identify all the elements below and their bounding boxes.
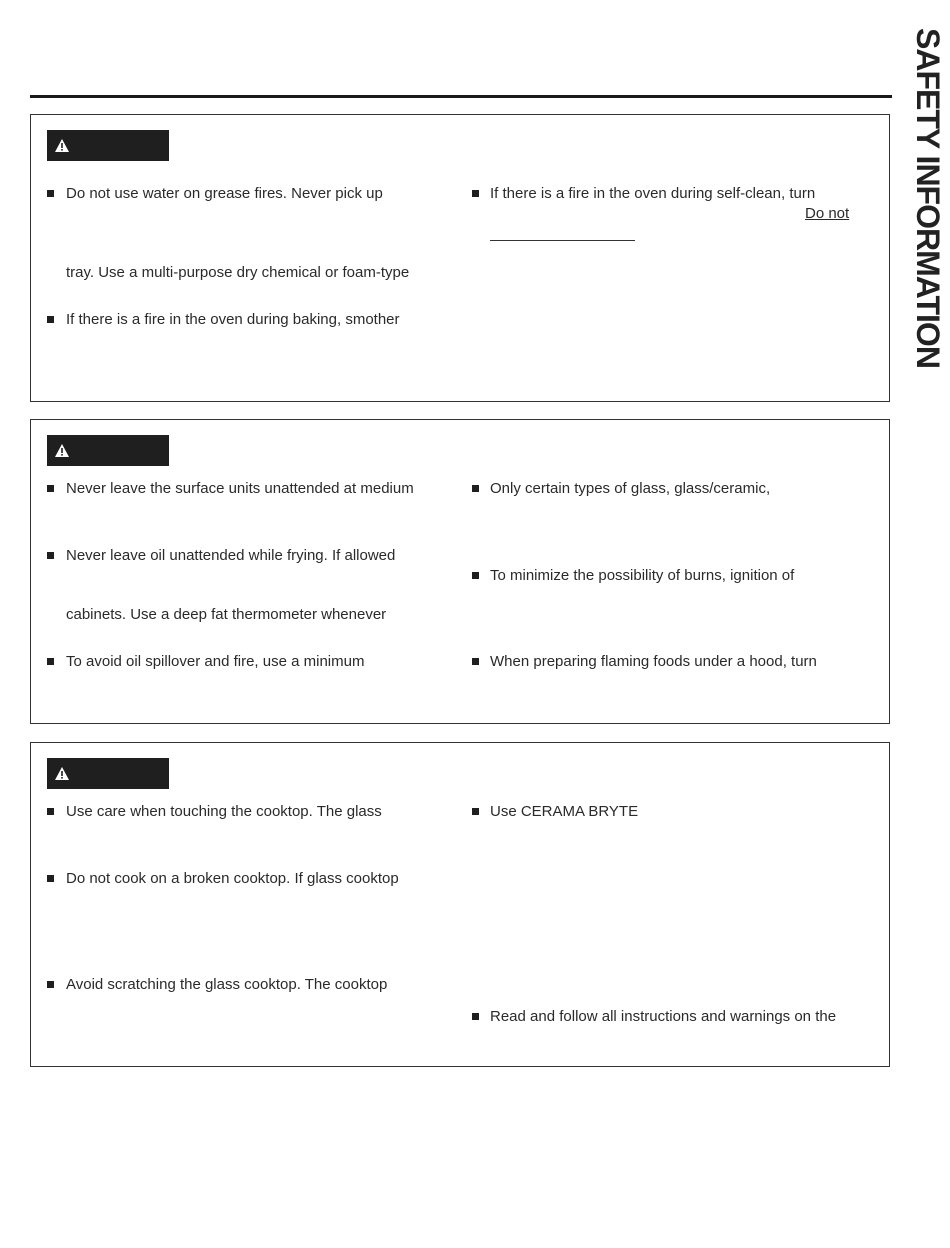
bullet [47, 981, 54, 988]
list-item: To minimize the possibility of burns, ignition of [490, 567, 795, 584]
list-item: If there is a fire in the oven during self-clean, turn [490, 185, 816, 202]
bullet [472, 658, 479, 665]
do-not-text: Do not [805, 205, 850, 222]
list-item: Use care when touching the cooktop. The glass [66, 803, 382, 820]
warning-triangle-icon [55, 444, 69, 457]
bullet [47, 658, 54, 665]
bullet [472, 572, 479, 579]
warning-triangle-icon [55, 767, 69, 780]
top-rule [30, 95, 892, 98]
warning-box-1 [30, 114, 890, 402]
bullet [472, 1013, 479, 1020]
list-item-continued: tray. Use a multi-purpose dry chemical or foam-type [66, 264, 410, 281]
warning-triangle-icon [55, 139, 69, 152]
list-item: Read and follow all instructions and warnings on the [490, 1008, 837, 1025]
list-item: When preparing flaming foods under a hood, turn [490, 653, 817, 670]
list-item: Do not cook on a broken cooktop. If glass cooktop [66, 870, 399, 887]
list-item: To avoid oil spillover and fire, use a minimum [66, 653, 365, 670]
list-item: Never leave the surface units unattended at medium [66, 480, 414, 497]
list-item: If there is a fire in the oven during baking, smother [66, 311, 400, 328]
bullet [47, 552, 54, 559]
bullet [472, 485, 479, 492]
list-item: Avoid scratching the glass cooktop. The cooktop [66, 976, 388, 993]
bullet [47, 808, 54, 815]
bullet [472, 808, 479, 815]
underline-rule [490, 240, 635, 241]
list-item: Do not use water on grease fires. Never pick up [66, 185, 383, 202]
list-item: Never leave oil unattended while frying. If allowed [66, 547, 396, 564]
bullet [47, 190, 54, 197]
warning-badge [47, 435, 169, 466]
list-item-continued: cabinets. Use a deep fat thermometer whenever [66, 606, 387, 623]
warning-badge [47, 758, 169, 789]
bullet [472, 190, 479, 197]
bullet [47, 316, 54, 323]
bullet [47, 485, 54, 492]
warning-badge [47, 130, 169, 161]
list-item: Only certain types of glass, glass/ceramic, [490, 480, 771, 497]
list-item: Use CERAMA BRYTE [490, 803, 639, 820]
bullet [47, 875, 54, 882]
side-title: SAFETY INFORMATION [910, 28, 946, 368]
